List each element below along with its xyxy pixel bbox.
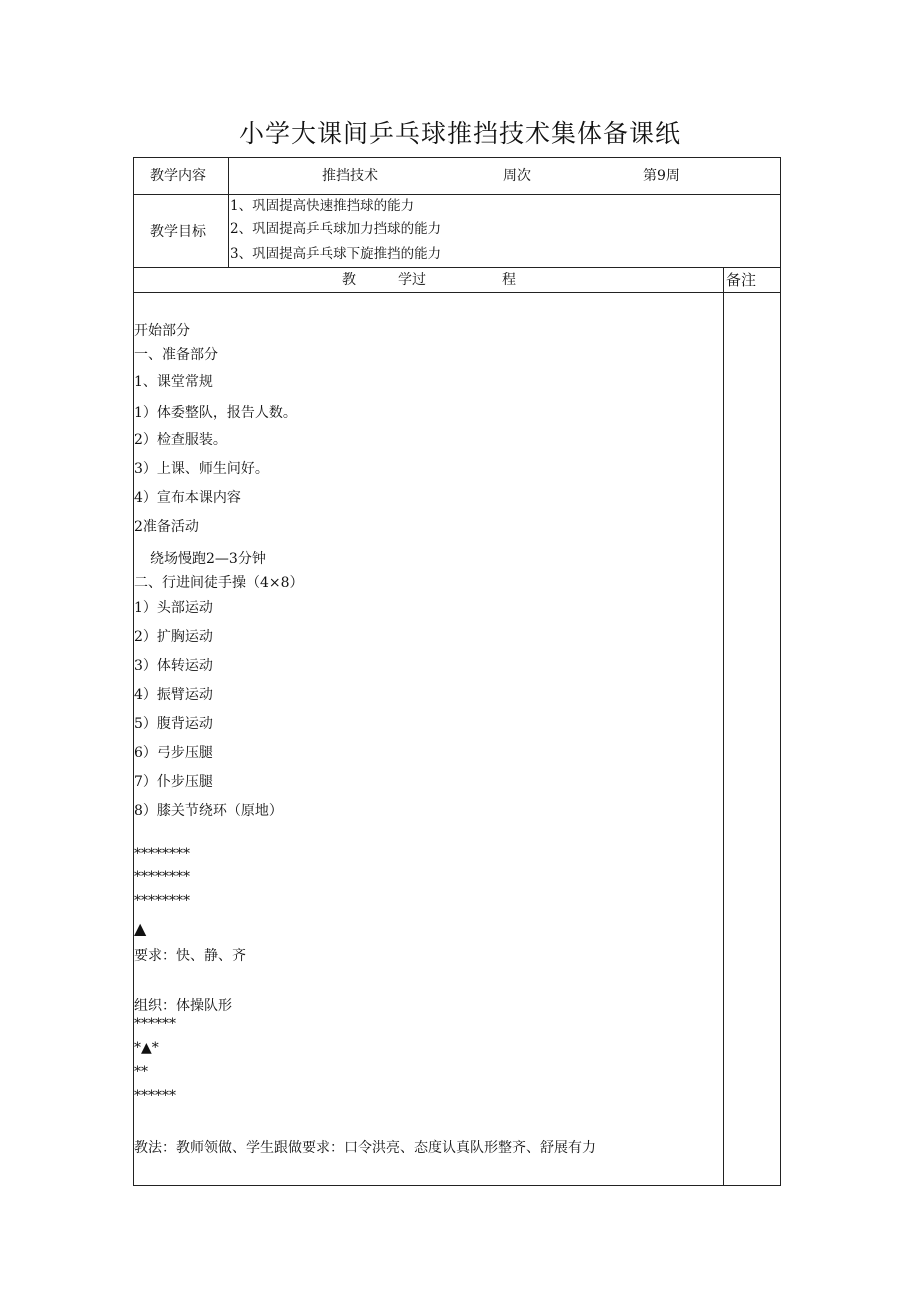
table-row-divider	[133, 267, 781, 268]
formation-stars: ********	[134, 846, 190, 862]
body-line: 2）检查服装。	[134, 432, 227, 448]
table-border-top	[133, 157, 781, 158]
body-line: 要求：快、静、齐	[134, 948, 246, 964]
body-line: 1）头部运动	[134, 600, 213, 616]
table-col-divider	[228, 157, 229, 268]
body-line: 4）宣布本课内容	[134, 490, 241, 506]
body-line: 二、行进间徒手操（4×8）	[134, 575, 304, 591]
goal-item: 2、巩固提高乒乓球加力挡球的能力	[230, 221, 442, 237]
body-line: 1）体委整队，报告人数。	[134, 405, 297, 421]
page-title: 小学大课间乒乓球推挡技术集体备课纸	[238, 119, 681, 148]
table-border-bottom	[133, 1185, 781, 1186]
table-border-right	[780, 157, 781, 1186]
week-value: 第9周	[643, 168, 680, 184]
body-line: 7）仆步压腿	[134, 774, 213, 790]
body-line: 绕场慢跑2—3分钟	[150, 551, 266, 567]
content-value: 推挡技术	[322, 168, 378, 184]
goal-item: 3、巩固提高乒乓球下旋推挡的能力	[230, 246, 442, 262]
body-line: 8）膝关节绕环（原地）	[134, 803, 283, 819]
remarks-header: 备注	[726, 271, 757, 289]
body-line: 一、准备部分	[134, 347, 218, 363]
goal-item: 1、巩固提高快速推挡球的能力	[230, 198, 415, 214]
body-line: 2准备活动	[134, 519, 199, 535]
teacher-triangle-icon: ▲	[134, 919, 147, 938]
body-line: 1、课堂常规	[134, 374, 213, 390]
body-line: 组织：体操队形	[134, 998, 232, 1014]
body-line: 3）体转运动	[134, 658, 213, 674]
body-line: 教法：教师领做、学生跟做要求：口令洪亮、态度认真队形整齐、舒展有力	[134, 1140, 596, 1156]
remarks-col-divider	[723, 267, 724, 1186]
formation-stars: **	[134, 1064, 148, 1080]
table-row-divider	[133, 292, 781, 293]
process-header-char: 教	[342, 272, 356, 288]
week-label: 周次	[503, 168, 531, 184]
process-header-char: 学过	[398, 272, 426, 288]
formation-stars: ********	[134, 869, 190, 885]
table-row-divider	[133, 194, 781, 195]
body-line: 5）腹背运动	[134, 716, 213, 732]
content-label: 教学内容	[150, 168, 206, 184]
body-line: 3）上课、师生问好。	[134, 461, 269, 477]
body-line: 开始部分	[134, 323, 190, 339]
process-header-char: 程	[502, 272, 516, 288]
formation-stars: ******	[134, 1016, 176, 1032]
goals-label: 教学目标	[150, 224, 206, 240]
body-line: 4）振臂运动	[134, 687, 213, 703]
formation-stars: ********	[134, 893, 190, 909]
body-line: 2）扩胸运动	[134, 629, 213, 645]
formation-stars: ******	[134, 1088, 176, 1104]
formation-stars: *▲*	[134, 1040, 159, 1056]
body-line: 6）弓步压腿	[134, 745, 213, 761]
